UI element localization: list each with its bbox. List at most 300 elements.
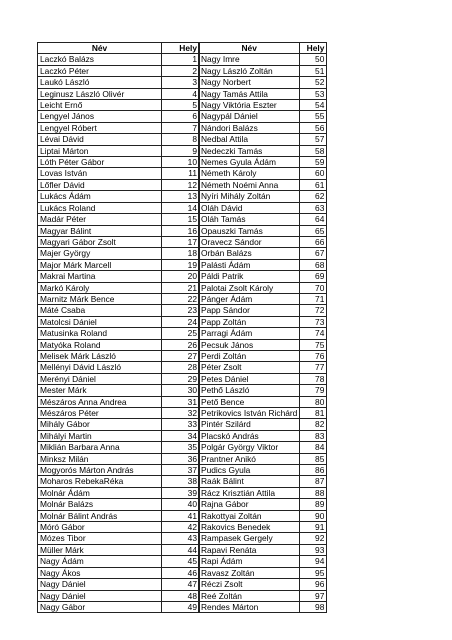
person-name-cell: Markó Károly [38, 282, 162, 293]
table-row [38, 533, 200, 544]
table-row [199, 499, 327, 510]
place-number-cell: 34 [162, 430, 200, 441]
table-row [38, 339, 200, 350]
place-number-cell: 80 [300, 396, 327, 407]
place-number-cell: 38 [162, 476, 200, 487]
place-number-cell: 44 [162, 544, 200, 555]
place-number-cell: 12 [162, 179, 200, 190]
table-row [199, 54, 327, 65]
place-number-cell: 67 [300, 248, 327, 259]
table-row [38, 282, 200, 293]
table-row [38, 316, 200, 327]
place-number-cell: 91 [300, 522, 327, 533]
table-row [199, 111, 327, 122]
place-number-cell: 94 [300, 556, 327, 567]
table-row [38, 271, 200, 282]
person-name-cell: Péter Zsolt [199, 362, 300, 373]
person-name-cell: Mihályi Martin [38, 430, 162, 441]
table-row [38, 145, 200, 156]
place-number-cell: 14 [162, 202, 200, 213]
place-number-cell: 63 [300, 202, 327, 213]
person-name-cell: Nagy Ádám [38, 556, 162, 567]
place-number-cell: 9 [162, 145, 200, 156]
table-row [199, 556, 327, 567]
person-name-cell: Miklián Barbara Anna [38, 442, 162, 453]
person-name-cell: Palotai Zsolt Károly [199, 282, 300, 293]
place-number-cell: 68 [300, 259, 327, 270]
person-name-cell: Papp Zoltán [199, 316, 300, 327]
person-name-cell: Nagy Norbert [199, 77, 300, 88]
table-row [38, 373, 200, 384]
place-number-cell: 28 [162, 362, 200, 373]
person-name-cell: Nándori Balázs [199, 122, 300, 133]
person-name-cell: Réczi Zsolt [199, 579, 300, 590]
table-row [199, 590, 327, 601]
place-number-cell: 49 [162, 601, 200, 612]
person-name-cell: Mészáros Péter [38, 408, 162, 419]
table-row [199, 522, 327, 533]
table-row [199, 510, 327, 521]
table-row [38, 236, 200, 247]
table-row [38, 54, 200, 65]
place-number-cell: 64 [300, 214, 327, 225]
place-column-header: Hely [300, 43, 327, 54]
table-row [199, 316, 327, 327]
person-name-cell: Lovas István [38, 168, 162, 179]
place-number-cell: 96 [300, 579, 327, 590]
person-name-cell: Oláh Tamás [199, 214, 300, 225]
person-name-cell: Nyíri Mihály Zoltán [199, 191, 300, 202]
place-number-cell: 4 [162, 88, 200, 99]
place-number-cell: 81 [300, 408, 327, 419]
person-name-cell: Palásti Ádám [199, 259, 300, 270]
person-name-cell: Móró Gábor [38, 522, 162, 533]
table-row [38, 305, 200, 316]
table-row [38, 214, 200, 225]
place-number-cell: 51 [300, 65, 327, 76]
table-row [38, 567, 200, 578]
table-row [38, 556, 200, 567]
place-number-cell: 18 [162, 248, 200, 259]
person-name-cell: Nagy Dániel [38, 590, 162, 601]
person-name-cell: Lévai Dávid [38, 134, 162, 145]
place-number-cell: 36 [162, 453, 200, 464]
person-name-cell: Nemes Gyula Ádám [199, 157, 300, 168]
person-name-cell: Rampasek Gergely [199, 533, 300, 544]
place-number-cell: 69 [300, 271, 327, 282]
table-row [38, 430, 200, 441]
table-row [38, 88, 200, 99]
place-number-cell: 15 [162, 214, 200, 225]
person-name-cell: Mellényi Dávid László [38, 362, 162, 373]
person-name-cell: Mester Márk [38, 385, 162, 396]
table-row [199, 328, 327, 339]
place-number-cell: 78 [300, 373, 327, 384]
person-name-cell: Rendes Márton [199, 601, 300, 612]
person-name-cell: Lukács Roland [38, 202, 162, 213]
table-row [199, 362, 327, 373]
place-number-cell: 47 [162, 579, 200, 590]
name-column-header: Név [38, 43, 162, 54]
table-row [199, 214, 327, 225]
table-row [199, 100, 327, 111]
person-name-cell: Leginusz László Olivér [38, 88, 162, 99]
person-name-cell: Petes Dániel [199, 373, 300, 384]
place-number-cell: 88 [300, 487, 327, 498]
place-number-cell: 30 [162, 385, 200, 396]
place-number-cell: 82 [300, 419, 327, 430]
table-row [199, 533, 327, 544]
person-name-cell: Reé Zoltán [199, 590, 300, 601]
place-number-cell: 55 [300, 111, 327, 122]
table-row [199, 282, 327, 293]
person-name-cell: Nagy Gábor [38, 601, 162, 612]
place-number-cell: 19 [162, 259, 200, 270]
place-number-cell: 7 [162, 122, 200, 133]
table-row [38, 134, 200, 145]
person-name-cell: Perdi Zoltán [199, 350, 300, 361]
person-name-cell: Majer György [38, 248, 162, 259]
place-number-cell: 62 [300, 191, 327, 202]
person-name-cell: Magyar Bálint [38, 225, 162, 236]
place-number-cell: 53 [300, 88, 327, 99]
place-number-cell: 8 [162, 134, 200, 145]
person-name-cell: Oláh Dávid [199, 202, 300, 213]
person-name-cell: Pető Bence [199, 396, 300, 407]
table-row [38, 350, 200, 361]
person-name-cell: Oravecz Sándor [199, 236, 300, 247]
person-name-cell: Merényi Dániel [38, 373, 162, 384]
table-row [38, 77, 200, 88]
person-name-cell: Papp Sándor [199, 305, 300, 316]
place-number-cell: 52 [300, 77, 327, 88]
person-name-cell: Lengyel Róbert [38, 122, 162, 133]
place-number-cell: 20 [162, 271, 200, 282]
table-row [199, 202, 327, 213]
person-name-cell: Rapavi Renáta [199, 544, 300, 555]
place-number-cell: 73 [300, 316, 327, 327]
person-name-cell: Matyóka Roland [38, 339, 162, 350]
table-row [199, 179, 327, 190]
person-name-cell: Rajna Gábor [199, 499, 300, 510]
place-number-cell: 89 [300, 499, 327, 510]
person-name-cell: Mészáros Anna Andrea [38, 396, 162, 407]
table-row [199, 567, 327, 578]
ranking-table-left [37, 42, 200, 613]
place-number-cell: 92 [300, 533, 327, 544]
place-number-cell: 40 [162, 499, 200, 510]
person-name-cell: Liptai Márton [38, 145, 162, 156]
person-name-cell: Müller Márk [38, 544, 162, 555]
table-row [199, 544, 327, 555]
table-body-left [38, 54, 200, 613]
person-name-cell: Parragi Ádám [199, 328, 300, 339]
table-row [199, 191, 327, 202]
place-number-cell: 5 [162, 100, 200, 111]
table-row [38, 202, 200, 213]
place-number-cell: 71 [300, 293, 327, 304]
person-name-cell: Molnár Bálint András [38, 510, 162, 521]
person-name-cell: Nagy Dániel [38, 579, 162, 590]
table-row [199, 419, 327, 430]
place-number-cell: 23 [162, 305, 200, 316]
person-name-cell: Laczkó Péter [38, 65, 162, 76]
table-row [199, 579, 327, 590]
person-name-cell: Raák Bálint [199, 476, 300, 487]
person-name-cell: Páldi Patrik [199, 271, 300, 282]
person-name-cell: Mihály Gábor [38, 419, 162, 430]
person-name-cell: Petrikovics István Richárd [199, 408, 300, 419]
place-number-cell: 84 [300, 442, 327, 453]
place-number-cell: 10 [162, 157, 200, 168]
person-name-cell: Nagy Viktória Eszter [199, 100, 300, 111]
table-row [38, 396, 200, 407]
place-number-cell: 25 [162, 328, 200, 339]
person-name-cell: Nagy Tamás Attila [199, 88, 300, 99]
table-row [38, 328, 200, 339]
person-name-cell: Nagy Ákos [38, 567, 162, 578]
person-name-cell: Placskó András [199, 430, 300, 441]
place-number-cell: 29 [162, 373, 200, 384]
table-row [38, 293, 200, 304]
table-row [38, 590, 200, 601]
table-row [38, 191, 200, 202]
person-name-cell: Minksz Milán [38, 453, 162, 464]
person-name-cell: Matolcsi Dániel [38, 316, 162, 327]
person-name-cell: Makrai Martina [38, 271, 162, 282]
table-row [38, 522, 200, 533]
person-name-cell: Pecsuk János [199, 339, 300, 350]
table-row [199, 465, 327, 476]
table-row [199, 487, 327, 498]
name-column-header: Név [199, 43, 300, 54]
person-name-cell: Molnár Balázs [38, 499, 162, 510]
place-number-cell: 56 [300, 122, 327, 133]
person-name-cell: Laukó László [38, 77, 162, 88]
table-row [38, 408, 200, 419]
table-row [199, 396, 327, 407]
table-row [38, 465, 200, 476]
person-name-cell: Leicht Ernő [38, 100, 162, 111]
table-row [199, 350, 327, 361]
table-row [199, 453, 327, 464]
place-number-cell: 45 [162, 556, 200, 567]
table-row [199, 601, 327, 612]
table-row [199, 236, 327, 247]
place-number-cell: 27 [162, 350, 200, 361]
place-number-cell: 77 [300, 362, 327, 373]
person-name-cell: Prantner Anikó [199, 453, 300, 464]
person-name-cell: Lőfler Dávid [38, 179, 162, 190]
person-name-cell: Rakovics Benedek [199, 522, 300, 533]
place-number-cell: 3 [162, 77, 200, 88]
person-name-cell: Matusinka Roland [38, 328, 162, 339]
person-name-cell: Nedeczki Tamás [199, 145, 300, 156]
person-name-cell: Molnár Ádám [38, 487, 162, 498]
table-row [38, 579, 200, 590]
person-name-cell: Moharos RebekaRéka [38, 476, 162, 487]
table-row [38, 476, 200, 487]
place-number-cell: 54 [300, 100, 327, 111]
place-number-cell: 16 [162, 225, 200, 236]
table-row [199, 122, 327, 133]
person-name-cell: Rakottyai Zoltán [199, 510, 300, 521]
table-row [199, 385, 327, 396]
table-row [199, 259, 327, 270]
table-row [38, 419, 200, 430]
person-name-cell: Ravasz Zoltán [199, 567, 300, 578]
table-row [38, 385, 200, 396]
place-number-cell: 46 [162, 567, 200, 578]
table-row [38, 168, 200, 179]
person-name-cell: Magyari Gábor Zsolt [38, 236, 162, 247]
person-name-cell: Major Márk Marcell [38, 259, 162, 270]
table-row [38, 225, 200, 236]
table-row [199, 248, 327, 259]
table-row [38, 362, 200, 373]
place-number-cell: 76 [300, 350, 327, 361]
person-name-cell: Lengyel János [38, 111, 162, 122]
place-number-cell: 65 [300, 225, 327, 236]
person-name-cell: Pintér Szilárd [199, 419, 300, 430]
person-name-cell: Nagy László Zoltán [199, 65, 300, 76]
place-number-cell: 75 [300, 339, 327, 350]
person-name-cell: Nagypál Dániel [199, 111, 300, 122]
place-column-header: Hely [162, 43, 200, 54]
table-row [199, 476, 327, 487]
place-number-cell: 57 [300, 134, 327, 145]
table-row [199, 145, 327, 156]
place-number-cell: 2 [162, 65, 200, 76]
place-number-cell: 97 [300, 590, 327, 601]
table-row [38, 248, 200, 259]
person-name-cell: Németh Noémi Anna [199, 179, 300, 190]
place-number-cell: 13 [162, 191, 200, 202]
place-number-cell: 98 [300, 601, 327, 612]
table-row [199, 225, 327, 236]
table-row [38, 442, 200, 453]
header-row [38, 43, 200, 54]
table-row [38, 601, 200, 612]
person-name-cell: Lóth Péter Gábor [38, 157, 162, 168]
table-row [199, 430, 327, 441]
person-name-cell: Opauszki Tamás [199, 225, 300, 236]
place-number-cell: 70 [300, 282, 327, 293]
table-row [199, 339, 327, 350]
place-number-cell: 1 [162, 54, 200, 65]
table-row [38, 259, 200, 270]
person-name-cell: Rácz Krisztián Attila [199, 487, 300, 498]
person-name-cell: Pánger Ádám [199, 293, 300, 304]
place-number-cell: 59 [300, 157, 327, 168]
table-row [38, 544, 200, 555]
person-name-cell: Orbán Balázs [199, 248, 300, 259]
person-name-cell: Nagy Imre [199, 54, 300, 65]
ranking-table-right [198, 42, 327, 613]
table-body-right [199, 54, 327, 613]
table-row [199, 157, 327, 168]
person-name-cell: Mogyorós Márton András [38, 465, 162, 476]
table-row [199, 408, 327, 419]
table-row [38, 111, 200, 122]
place-number-cell: 48 [162, 590, 200, 601]
person-name-cell: Mózes Tibor [38, 533, 162, 544]
place-number-cell: 90 [300, 510, 327, 521]
table-row [199, 65, 327, 76]
place-number-cell: 11 [162, 168, 200, 179]
table-row [38, 179, 200, 190]
place-number-cell: 85 [300, 453, 327, 464]
table-row [199, 442, 327, 453]
person-name-cell: Melisek Márk László [38, 350, 162, 361]
header-row [199, 43, 327, 54]
place-number-cell: 93 [300, 544, 327, 555]
table-row [38, 499, 200, 510]
person-name-cell: Laczkó Balázs [38, 54, 162, 65]
place-number-cell: 32 [162, 408, 200, 419]
place-number-cell: 31 [162, 396, 200, 407]
place-number-cell: 74 [300, 328, 327, 339]
place-number-cell: 83 [300, 430, 327, 441]
person-name-cell: Pethő László [199, 385, 300, 396]
table-row [199, 88, 327, 99]
person-name-cell: Máté Csaba [38, 305, 162, 316]
place-number-cell: 61 [300, 179, 327, 190]
place-number-cell: 95 [300, 567, 327, 578]
place-number-cell: 26 [162, 339, 200, 350]
person-name-cell: Németh Károly [199, 168, 300, 179]
table-row [38, 122, 200, 133]
place-number-cell: 87 [300, 476, 327, 487]
person-name-cell: Lukács Ádám [38, 191, 162, 202]
place-number-cell: 35 [162, 442, 200, 453]
place-number-cell: 37 [162, 465, 200, 476]
place-number-cell: 41 [162, 510, 200, 521]
place-number-cell: 24 [162, 316, 200, 327]
table-row [38, 65, 200, 76]
table-row [38, 487, 200, 498]
table-row [199, 168, 327, 179]
table-row [199, 77, 327, 88]
table-row [38, 510, 200, 521]
person-name-cell: Pudics Gyula [199, 465, 300, 476]
place-number-cell: 22 [162, 293, 200, 304]
table-row [199, 134, 327, 145]
place-number-cell: 60 [300, 168, 327, 179]
place-number-cell: 42 [162, 522, 200, 533]
place-number-cell: 17 [162, 236, 200, 247]
table-row [199, 271, 327, 282]
person-name-cell: Rapi Ádám [199, 556, 300, 567]
place-number-cell: 39 [162, 487, 200, 498]
place-number-cell: 6 [162, 111, 200, 122]
place-number-cell: 43 [162, 533, 200, 544]
place-number-cell: 33 [162, 419, 200, 430]
place-number-cell: 21 [162, 282, 200, 293]
table-row [38, 100, 200, 111]
table-row [199, 293, 327, 304]
person-name-cell: Polgár György Viktor [199, 442, 300, 453]
place-number-cell: 58 [300, 145, 327, 156]
person-name-cell: Marnitz Márk Bence [38, 293, 162, 304]
place-number-cell: 66 [300, 236, 327, 247]
place-number-cell: 79 [300, 385, 327, 396]
table-row [38, 453, 200, 464]
table-row [38, 157, 200, 168]
table-row [199, 373, 327, 384]
person-name-cell: Madár Péter [38, 214, 162, 225]
place-number-cell: 86 [300, 465, 327, 476]
